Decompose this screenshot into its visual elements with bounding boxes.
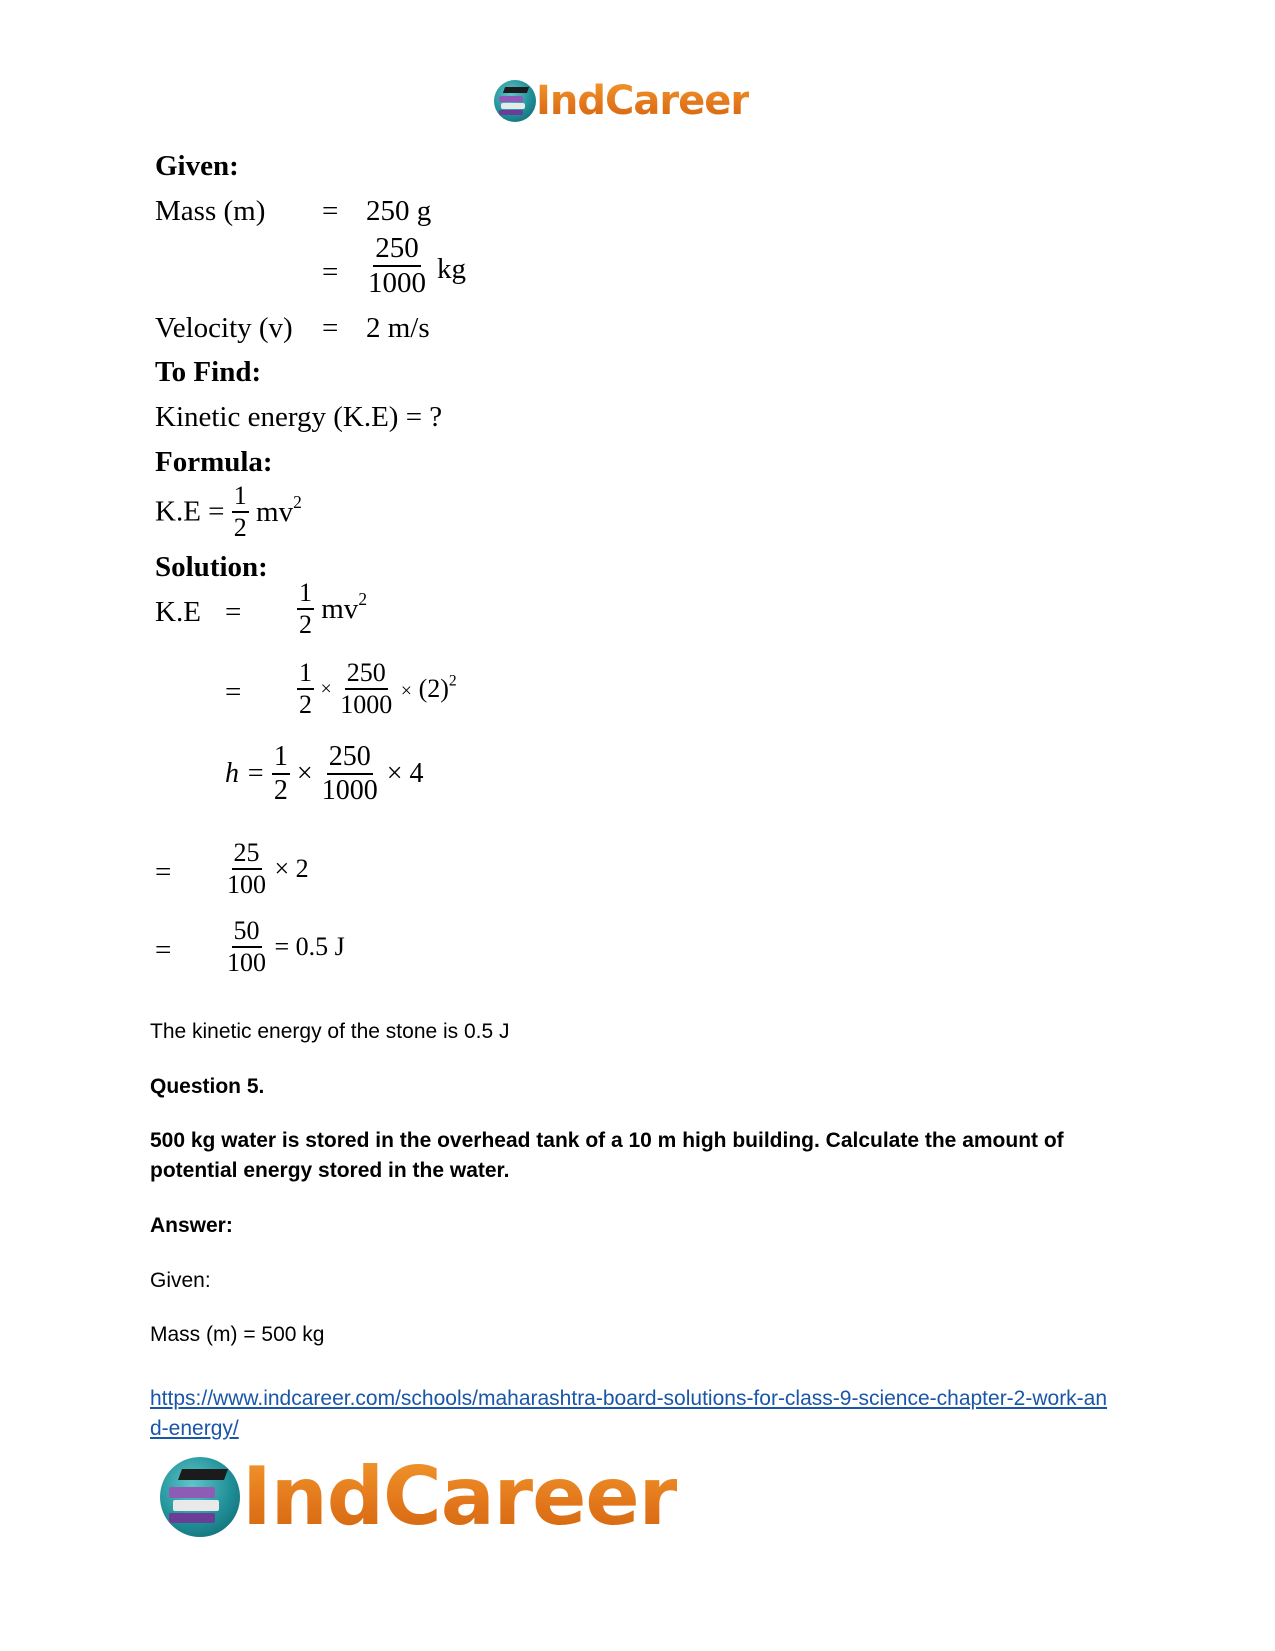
mass-unit: kg <box>437 253 466 285</box>
solution-step-4: $\frac{25}{100}$ × 2 <box>227 838 309 899</box>
header-logo <box>494 78 749 124</box>
logo-wordmark: IndCareer <box>536 78 750 124</box>
equals-sign: = <box>322 312 339 344</box>
logo-wordmark: IndCareer <box>242 1450 678 1543</box>
question-text: 500 kg water is stored in the overhead tank of a 10 m high building. Calculate the amount of potential energy stored in the water. <box>150 1129 1064 1182</box>
velocity-value: 2 m/s <box>366 312 430 344</box>
equals-sign: = <box>225 676 242 708</box>
given-heading: Given: <box>155 150 239 182</box>
solution-heading: Solution: <box>155 551 268 583</box>
equals-sign: = <box>322 256 339 288</box>
ke-label: K.E <box>155 596 201 628</box>
logo-globe-icon <box>160 1457 240 1537</box>
to-find-heading: To Find: <box>155 356 262 388</box>
mass-label: Mass (m) <box>155 195 266 227</box>
formula-expression: K.E = $\frac{1}{2}$ $mv^2$ <box>155 481 302 542</box>
mass-fraction: $\frac{250}{1000}$ <box>368 232 426 299</box>
formula-heading: Formula: <box>155 446 273 478</box>
to-find-text: Kinetic energy (K.E) = ? <box>155 401 443 433</box>
answer-label: Answer: <box>150 1214 233 1237</box>
solution-step-1: $\frac{1}{2}$ $mv^2$ <box>299 578 368 639</box>
conclusion-text: The kinetic energy of the stone is 0.5 J <box>150 1020 510 1043</box>
footer-logo <box>160 1450 677 1543</box>
mass-text: Mass (m) = 500 kg <box>150 1323 325 1346</box>
source-link[interactable]: https://www.indcareer.com/schools/maharashtra-board-solutions-for-class-9-science-chapter-2-work-and-energy/ <box>150 1387 1108 1440</box>
velocity-label: Velocity (v) <box>155 312 293 344</box>
equals-sign: = <box>322 195 339 227</box>
solution-step-5: $\frac{50}{100}$ = 0.5 J <box>227 916 345 977</box>
question-label: Question 5. <box>150 1075 265 1098</box>
solution-step-2: $\frac{1}{2}$ × $\frac{250}{1000}$ × $(2)^2$ <box>299 658 457 719</box>
equals-sign: = <box>225 596 242 628</box>
equals-sign: = <box>155 934 172 966</box>
mass-value: 250 g <box>366 195 432 227</box>
given-text: Given: <box>150 1269 211 1292</box>
solution-step-3: h = $\frac{1}{2}$ × $\frac{250}{1000}$ × 4 <box>225 741 424 806</box>
equals-sign: = <box>155 856 172 888</box>
logo-globe-icon <box>494 80 536 122</box>
